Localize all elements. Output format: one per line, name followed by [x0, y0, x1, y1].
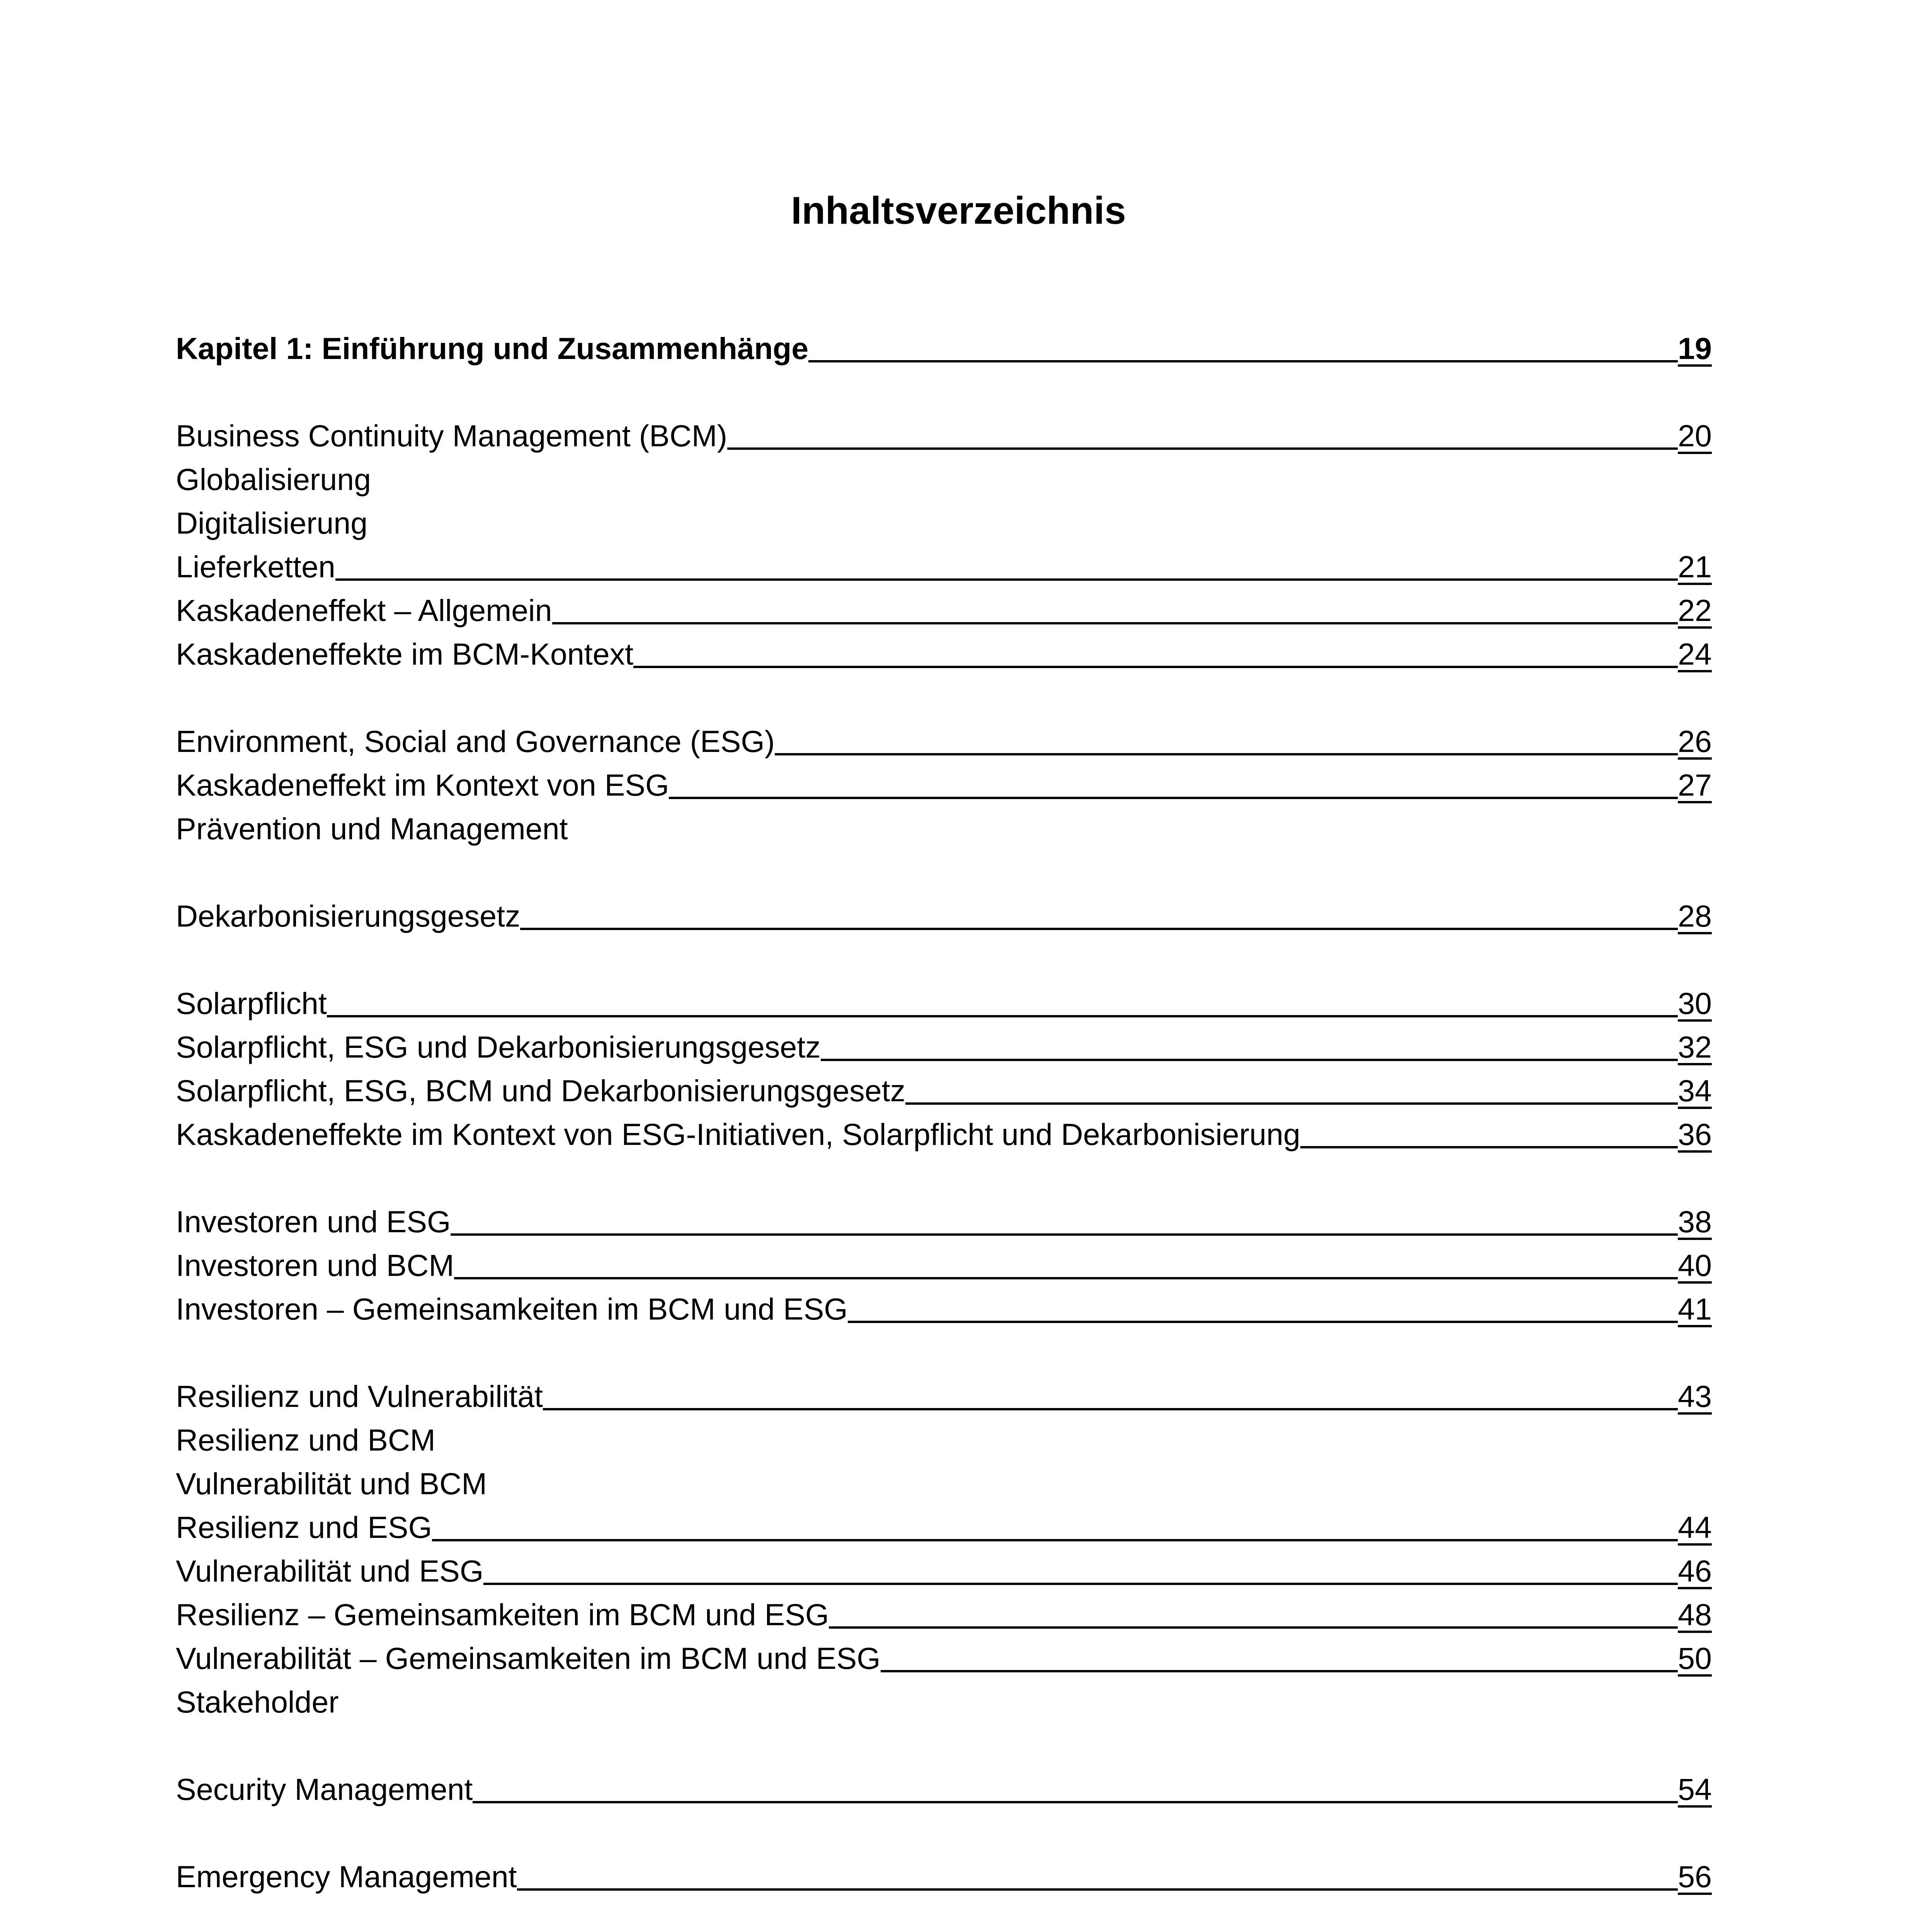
toc-leader-line	[473, 1801, 1678, 1803]
toc-entry-title: Security Management	[176, 1772, 473, 1806]
toc-leader-line	[669, 797, 1678, 799]
toc-entry	[176, 1505, 1712, 1549]
toc-leader-line	[775, 753, 1678, 755]
toc-entry-title: Solarpflicht	[176, 986, 327, 1020]
toc-entry-title: Solarpflicht, ESG und Dekarbonisierungsgesetz	[176, 1030, 821, 1064]
toc-entry	[176, 807, 1712, 850]
toc-page-number: 27	[1678, 768, 1712, 802]
toc-page-number: 38	[1678, 1204, 1712, 1239]
toc-page-number: 41	[1678, 1292, 1712, 1326]
toc-entry	[176, 414, 1712, 457]
toc-leader-line	[520, 928, 1678, 930]
toc-entry	[176, 1767, 1712, 1811]
toc-leader-line	[905, 1102, 1678, 1105]
toc-leader-line	[727, 447, 1678, 450]
toc-page-number: 22	[1678, 593, 1712, 628]
toc-page-number: 21	[1678, 549, 1712, 584]
toc-page-number: 34	[1678, 1073, 1712, 1108]
toc-leader-line	[808, 360, 1678, 362]
toc-entry-title: Lieferketten	[176, 549, 335, 584]
toc-leader-line	[335, 578, 1678, 581]
toc-page-number: 48	[1678, 1597, 1712, 1632]
toc-entry	[176, 981, 1712, 1025]
toc-entry-title: Vulnerabilität und ESG	[176, 1554, 484, 1588]
table-of-contents	[176, 327, 1712, 1932]
toc-page-number: 19	[1678, 331, 1712, 366]
toc-entry-title: Vulnerabilität – Gemeinsamkeiten im BCM und ESG	[176, 1641, 881, 1675]
toc-entry	[176, 1374, 1712, 1418]
toc-page-number: 40	[1678, 1248, 1712, 1282]
toc-entry-title: Dekarbonisierungsgesetz	[176, 899, 520, 933]
toc-page-number: 32	[1678, 1030, 1712, 1064]
toc-leader-line	[552, 622, 1678, 624]
toc-leader-line	[543, 1408, 1678, 1410]
toc-leader-line	[483, 1583, 1678, 1585]
toc-page-number: 36	[1678, 1117, 1712, 1151]
toc-entry	[176, 1287, 1712, 1331]
toc-entry	[176, 1200, 1712, 1243]
toc-entry-title: Kaskadeneffekt im Kontext von ESG	[176, 768, 669, 802]
toc-entry-title: Kaskadeneffekte im BCM-Kontext	[176, 637, 634, 671]
toc-entry-title: Resilienz und ESG	[176, 1510, 432, 1544]
toc-entry	[176, 327, 1712, 370]
toc-leader-line	[821, 1059, 1678, 1061]
toc-page-number: 54	[1678, 1772, 1712, 1806]
toc-leader-line	[881, 1670, 1678, 1672]
toc-leader-line	[829, 1626, 1678, 1629]
toc-entry	[176, 588, 1712, 632]
toc-entry	[176, 632, 1712, 676]
toc-leader-line	[633, 666, 1678, 668]
toc-entry-title: Kaskadeneffekte im Kontext von ESG-Initiativen, Solarpflicht und Dekarbonisierung	[176, 1117, 1301, 1151]
toc-entry-title: Kapitel 1: Einführung und Zusammenhänge	[176, 331, 809, 366]
toc-entry-title: Environment, Social and Governance (ESG)	[176, 724, 775, 759]
toc-entry	[176, 719, 1712, 763]
toc-entry	[176, 1025, 1712, 1069]
toc-entry-title: Vulnerabilität und BCM	[176, 1466, 487, 1501]
toc-entry-title: Resilienz – Gemeinsamkeiten im BCM und ESG	[176, 1597, 829, 1632]
toc-entry-title: Digitalisierung	[176, 506, 368, 540]
toc-entry	[176, 1462, 1712, 1505]
toc-entry-title: Stakeholder	[176, 1685, 339, 1719]
toc-entry-title: Emergency Management	[176, 1859, 517, 1894]
toc-leader-line	[432, 1539, 1678, 1541]
toc-page-number: 46	[1678, 1554, 1712, 1588]
toc-entry	[176, 1593, 1712, 1636]
toc-entry-title: Investoren und ESG	[176, 1204, 451, 1239]
toc-entry	[176, 1112, 1712, 1156]
toc-entry	[176, 1855, 1712, 1898]
toc-entry	[176, 1069, 1712, 1112]
toc-leader-line	[1300, 1146, 1678, 1148]
toc-entry	[176, 1680, 1712, 1724]
toc-page-number: 44	[1678, 1510, 1712, 1544]
toc-leader-line	[517, 1888, 1678, 1891]
toc-page-number: 56	[1678, 1859, 1712, 1894]
toc-page-number: 30	[1678, 986, 1712, 1020]
toc-leader-line	[454, 1277, 1678, 1279]
toc-entry	[176, 501, 1712, 545]
toc-entry-title: Investoren und BCM	[176, 1248, 454, 1282]
toc-entry	[176, 457, 1712, 501]
toc-entry-title: Kaskadeneffekt – Allgemein	[176, 593, 552, 628]
toc-entry-title: Prävention und Management	[176, 811, 568, 846]
toc-entry	[176, 1636, 1712, 1680]
toc-entry-title: Solarpflicht, ESG, BCM und Dekarbonisierungsgesetz	[176, 1073, 906, 1108]
page-title: Inhaltsverzeichnis	[791, 189, 1126, 232]
toc-page-number: 28	[1678, 899, 1712, 933]
toc-page-number: 50	[1678, 1641, 1712, 1675]
toc-leader-line	[327, 1015, 1678, 1017]
toc-entry-title: Resilienz und Vulnerabilität	[176, 1379, 543, 1413]
toc-page-number: 24	[1678, 637, 1712, 671]
toc-leader-line	[451, 1233, 1678, 1236]
toc-page-number: 26	[1678, 724, 1712, 759]
toc-leader-line	[848, 1321, 1678, 1323]
toc-entry	[176, 894, 1712, 938]
toc-entry-title: Resilienz und BCM	[176, 1423, 435, 1457]
toc-entry-title: Investoren – Gemeinsamkeiten im BCM und ESG	[176, 1292, 848, 1326]
toc-entry	[176, 1418, 1712, 1462]
toc-entry-title: Business Continuity Management (BCM)	[176, 418, 727, 453]
toc-entry	[176, 1243, 1712, 1287]
toc-page-number: 43	[1678, 1379, 1712, 1413]
toc-entry	[176, 763, 1712, 807]
toc-entry-title: Globalisierung	[176, 462, 371, 497]
toc-page-number: 20	[1678, 418, 1712, 453]
toc-entry	[176, 545, 1712, 588]
toc-entry	[176, 1549, 1712, 1593]
